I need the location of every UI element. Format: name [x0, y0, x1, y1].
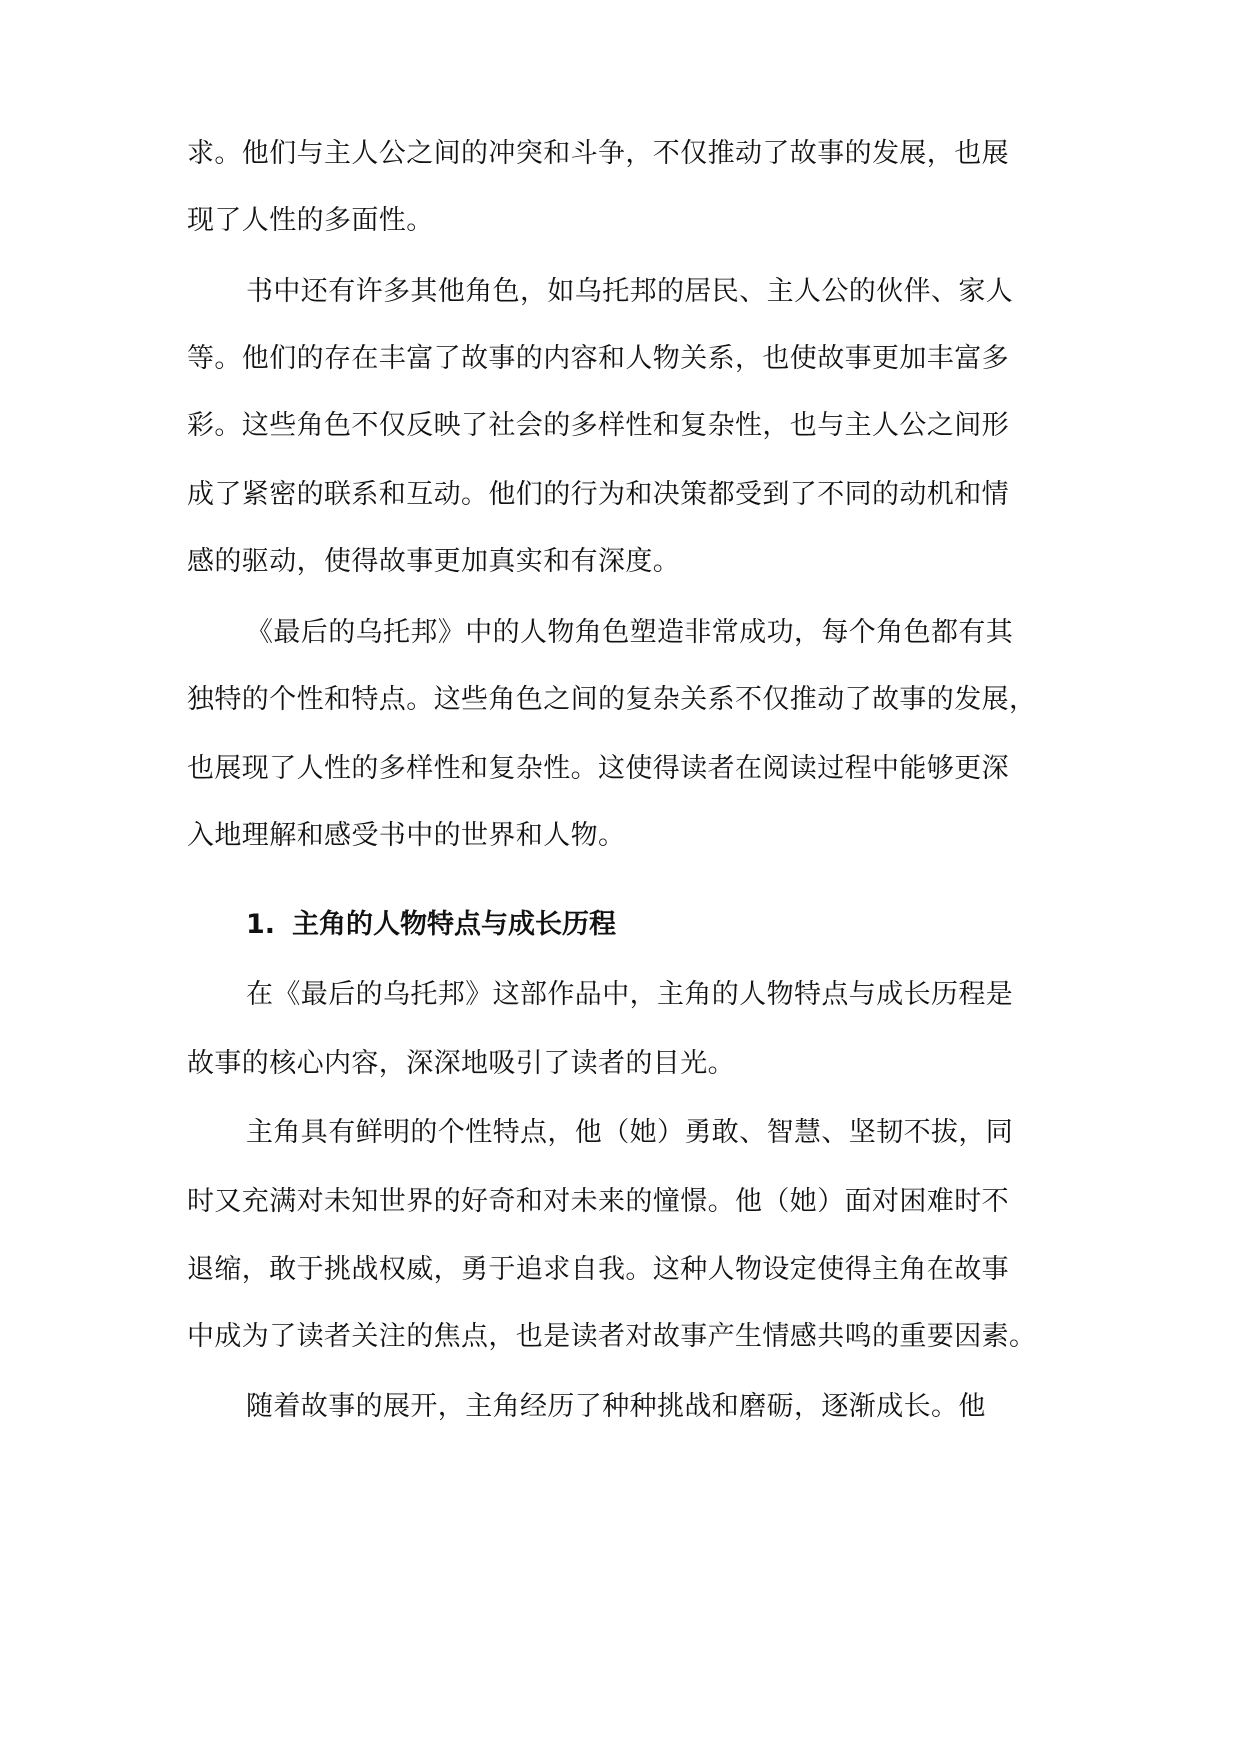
paragraph-2-line-1: 书中还有许多其他角色，如乌托邦的居民、主人公的伙伴、家人: [246, 276, 1014, 307]
section-heading: [246, 905, 616, 945]
paragraph-2-line-2: 等。他们的存在丰富了故事的内容和人物关系，也使故事更加丰富多: [187, 343, 1009, 374]
paragraph-5-line-3: 退缩，敢于挑战权威，勇于追求自我。这种人物设定使得主角在故事: [187, 1254, 1009, 1285]
section-heading-title: 主角的人物特点与成长历程: [292, 909, 616, 940]
paragraph-2-line-3: 彩。这些角色不仅反映了社会的多样性和复杂性，也与主人公之间形: [187, 410, 1009, 441]
paragraph-1-line-2: 现了人性的多面性。: [187, 205, 434, 236]
paragraph-3-line-2: 独特的个性和特点。这些角色之间的复杂关系不仅推动了故事的发展，: [187, 684, 1037, 715]
paragraph-2-line-4: 成了紧密的联系和互动。他们的行为和决策都受到了不同的动机和情: [187, 479, 1009, 510]
paragraph-4-line-2: 故事的核心内容，深深地吸引了读者的目光。: [187, 1048, 735, 1079]
paragraph-5-line-1: 主角具有鲜明的个性特点，他（她）勇敢、智慧、坚韧不拔，同: [246, 1117, 1014, 1148]
paragraph-3-line-1: 《最后的乌托邦》中的人物角色塑造非常成功，每个角色都有其: [246, 617, 1014, 648]
paragraph-3-line-4: 入地理解和感受书中的世界和人物。: [187, 820, 626, 851]
paragraph-2-line-5: 感的驱动，使得故事更加真实和有深度。: [187, 546, 681, 577]
paragraph-5-line-2: 时又充满对未知世界的好奇和对未来的憧憬。他（她）面对困难时不: [187, 1186, 1009, 1217]
paragraph-5-line-4: 中成为了读者关注的焦点，也是读者对故事产生情感共鸣的重要因素。: [187, 1321, 1037, 1352]
paragraph-6-line-1: 随着故事的展开，主角经历了种种挑战和磨砺，逐渐成长。他: [246, 1391, 986, 1422]
paragraph-4-line-1: 在《最后的乌托邦》这部作品中，主角的人物特点与成长历程是: [246, 979, 1014, 1010]
paragraph-3-line-3: 也展现了人性的多样性和复杂性。这使得读者在阅读过程中能够更深: [187, 753, 1009, 784]
section-heading-number: 1.: [246, 909, 276, 940]
paragraph-1-line-1: 求。他们与主人公之间的冲突和斗争，不仅推动了故事的发展，也展: [187, 138, 1009, 169]
